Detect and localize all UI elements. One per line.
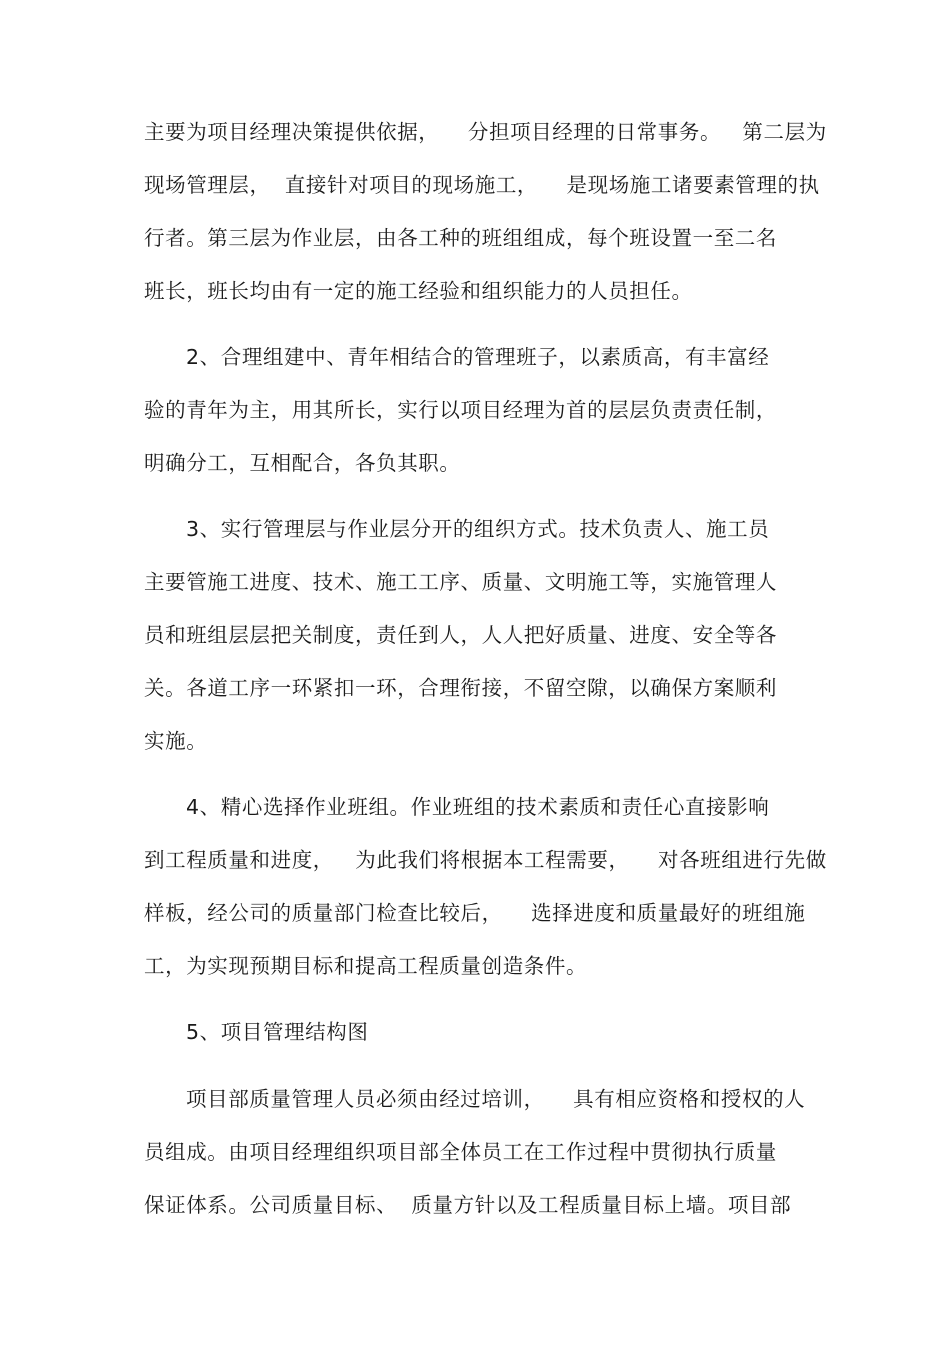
paragraph-1-line-2: 验的青年为主，用其所长，实行以项目经理为首的层层负责责任制， (144, 398, 777, 422)
paragraph-5-line-2: 员组成。由项目经理组织项目部全体员工在工作过程中贯彻执行质量 (144, 1140, 777, 1164)
paragraph-0-line-1: 主要为项目经理决策提供依据， 分担项目经理的日常事务。 第二层为 (144, 120, 827, 144)
section-heading: 5、项目管理结构图 (186, 1020, 369, 1044)
paragraph-3-line-2: 到工程质量和进度， 为此我们将根据本工程需要， 对各班组进行先做 (144, 848, 827, 872)
paragraph-3-line-3: 样板，经公司的质量部门检查比较后， 选择进度和质量最好的班组施 (144, 901, 806, 925)
paragraph-0-line-3: 行者。第三层为作业层，由各工种的班组组成，每个班设置一至二名 (144, 226, 777, 250)
paragraph-0-line-2: 现场管理层， 直接针对项目的现场施工， 是现场施工诸要素管理的执 (144, 173, 820, 197)
paragraph-1-line-3: 明确分工，互相配合，各负其职。 (144, 451, 461, 475)
paragraph-2-line-1: 3、实行管理层与作业层分开的组织方式。技术负责人、施工员 (186, 517, 770, 541)
paragraph-0-line-4: 班长，班长均由有一定的施工经验和组织能力的人员担任。 (144, 279, 693, 303)
paragraph-5-line-3: 保证体系。公司质量目标、 质量方针以及工程质量目标上墙。项目部 (144, 1193, 792, 1217)
paragraph-2-line-4: 关。各道工序一环紧扣一环，合理衔接，不留空隙，以确保方案顺利 (144, 676, 777, 700)
paragraph-1-line-1: 2、合理组建中、青年相结合的管理班子，以素质高，有丰富经 (186, 345, 770, 369)
paragraph-3-line-4: 工，为实现预期目标和提高工程质量创造条件。 (144, 954, 588, 978)
paragraph-2-line-2: 主要管施工进度、技术、施工工序、质量、文明施工等，实施管理人 (144, 570, 777, 594)
paragraph-5-line-1: 项目部质量管理人员必须由经过培训， 具有相应资格和授权的人 (186, 1087, 806, 1111)
paragraph-2-line-3: 员和班组层层把关制度，责任到人，人人把好质量、进度、安全等各 (144, 623, 777, 647)
paragraph-2-line-5: 实施。 (144, 729, 208, 753)
paragraph-3-line-1: 4、精心选择作业班组。作业班组的技术素质和责任心直接影响 (186, 795, 770, 819)
